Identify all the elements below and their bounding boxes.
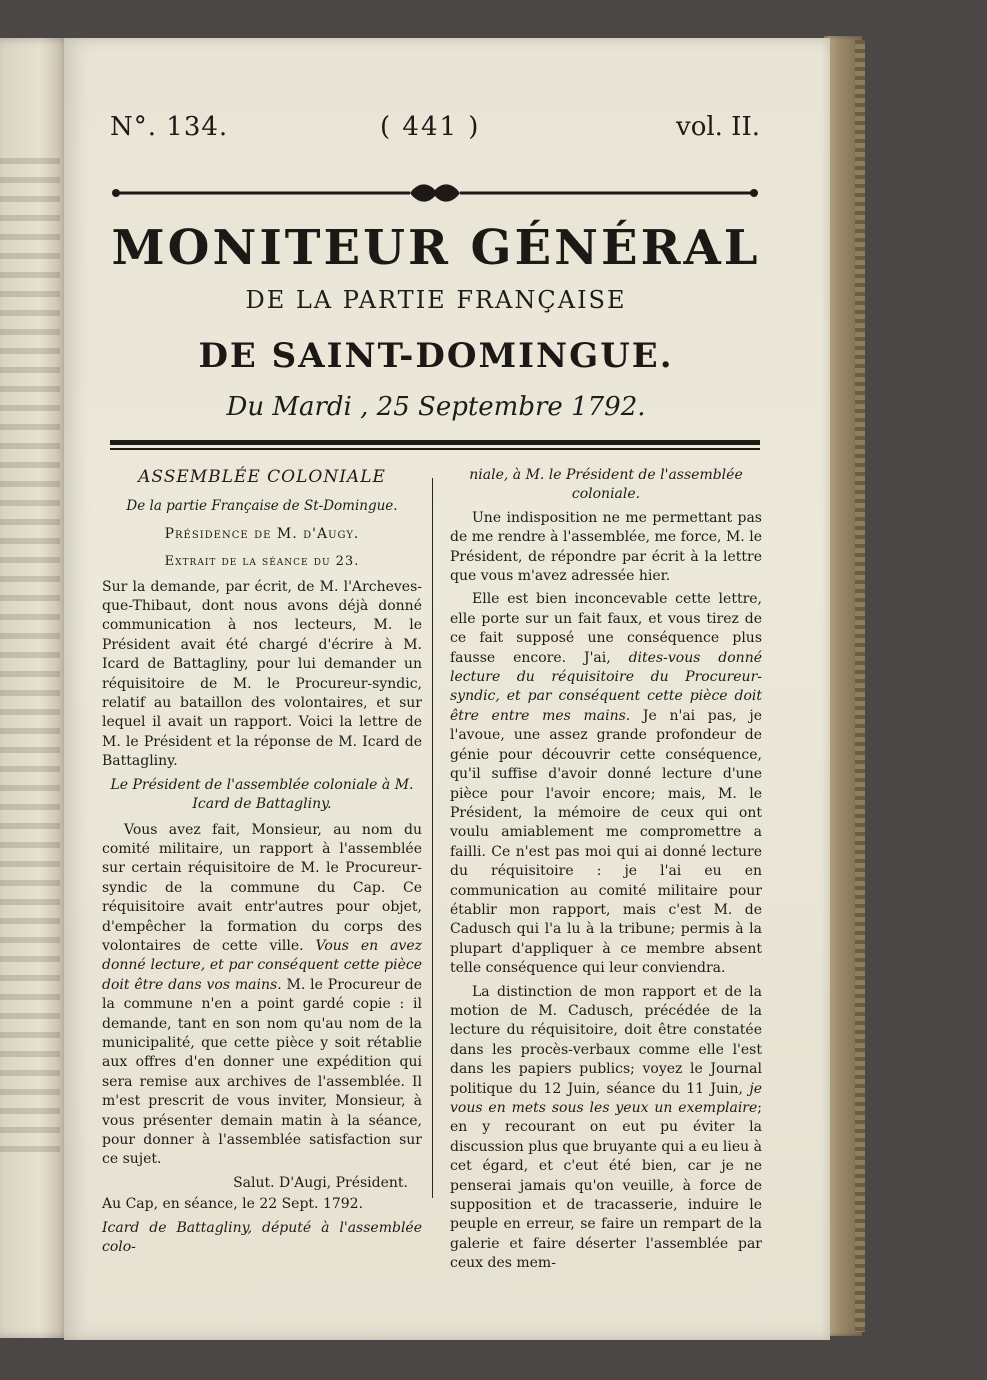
reply-2-text-a: Elle est bien inconcevable cette lettre, elle porte sur un fait faux, et vous tirez de ce fait supposé une conséquence plus fausse encore. J'ai, <box>450 591 762 666</box>
right-column <box>450 466 762 1278</box>
letter-text-b: M. le Procureur de la commune n'en a point gardé copie : il demande, tant en son nom qu'au nom de la municipalité, que cette pièce y soit rétablie aux offres d'en donner une expédition qui sera remise aux archives de l'assemblée. Il m'est prescrit de vous inviter, Monsieur, à vous présenter demain matin à la séance, pour donner à l'assemblée satisfaction sur ce sujet. <box>102 976 422 1168</box>
reply-heading: Icard de Battagliny, député à l'assemblée colo- <box>102 1219 422 1256</box>
letter-text-a: Vous avez fait, Monsieur, au nom du comité militaire, un rapport à l'assemblée sur certain réquisitoire de M. le Procureur-syndic de la commune du Cap. Ce réquisitoire avait entr'autres pour objet, d'empêcher la formation du corps des volontaires de cette ville. <box>102 821 422 954</box>
masthead-place: DE SAINT-DOMINGUE. <box>198 336 674 376</box>
reply-3-text-a: La distinction de mon rapport et de la motion de M. Cadusch, précédée de la lecture du réquisitoire, doit être constatée dans les procès-verbaux comme elle l'est dans les papiers publics; voyez le Journal politique du 12 Juin, séance du 11 Juin, <box>450 983 762 1097</box>
letter-heading: Le Président de l'assemblée coloniale à M. Icard de Battagliny. <box>110 776 414 813</box>
reply-paragraph-3 <box>450 983 762 1274</box>
marbled-edge <box>855 40 865 1332</box>
letter-signature: Salut. D'Augi, Président. <box>233 1174 408 1191</box>
reply-2-italic: dites-vous donné lecture du réquisitoire du Procureur-syndic, et par conséquent cette pièce doit être entre mes mains. <box>450 649 762 724</box>
facing-page-edge <box>0 38 72 1338</box>
intro-paragraph: Sur la demande, par écrit, de M. l'Archeves-que-Thibaut, dont nous avons déjà donné communication à nos lecteurs, M. le Président avait été chargé d'écrire à M. Icard de Battagliny, pour lui demander un réquisitoire de M. le Procureur-syndic, relatif au bataillon des volontaires, et sur lequel il avait un rapport. Voici la lettre de M. le Président et la réponse de M. Icard de Battagliny. <box>102 578 422 770</box>
masthead-rule-thick <box>110 440 760 445</box>
section-title: ASSEMBLÉE COLONIALE <box>138 467 386 487</box>
letter-text-italic: Vous en avez donné lecture, et par conséquent cette pièce doit être dans vos mains. <box>102 937 423 993</box>
running-header <box>110 112 760 152</box>
issue-date: Du Mardi , 25 Septembre 1792. <box>226 392 646 422</box>
reply-3-italic: je vous en mets sous les yeux un exemplaire <box>450 1080 762 1116</box>
masthead-subtitle: DE LA PARTIE FRANÇAISE <box>245 286 627 314</box>
letter-place-date: Au Cap, en séance, le 22 Sept. 1792. <box>102 1196 364 1213</box>
facing-page-text-bleed <box>0 158 60 1158</box>
presidence-line: Présidence de M. d'Augy. <box>164 525 360 542</box>
reply-paragraph-2 <box>450 590 762 978</box>
ornamental-rule <box>110 180 760 206</box>
volume-label: vol. II. <box>676 112 760 142</box>
issue-number: N°. 134. <box>110 112 229 142</box>
letter-paragraph <box>102 821 422 1170</box>
reply-3-text-b: ; en y recourant on eut pu éviter la discussion plus que bruyante qui a eu lieu à cet égard, et c'eut été bien, car je ne penserai jamais qu'on veuille, à force de supposition et de tracasserie, induire le peuple en erreur, se faire un rempart de la galerie et faire déserter l'assemblée par ceux des mem- <box>450 1100 762 1272</box>
left-column <box>102 466 422 1261</box>
reply-2-text-b: Je n'ai pas, je l'avoue, une assez grande profondeur de génie pour découvrir cette conséquence, qu'il suffise d'avoir donné lecture d'une pièce pour l'avoir encore; mais, M. le Président, la mémoire de ceux qui ont voulu amiablement me compromettre a failli. Ce n'est pas moi qui ai donné lecture du réquisitoire : je l'ai eu en communication au comité militaire pour établir mon rapport, mais c'est M. de Cadusch qui l'a lu à la tribune; permis à la plupart d'appliquer à ce membre absent telle conséquence qui leur conviendra. <box>450 707 763 977</box>
reply-paragraph-1: Une indisposition ne me permettant pas de me rendre à l'assemblée, me force, M. le Président, de répondre par écrit à la lettre que vous m'avez adressée hier. <box>450 509 762 585</box>
masthead-rule-thin <box>110 448 760 450</box>
page-number: ( 441 ) <box>380 112 481 142</box>
column-divider <box>432 478 433 1198</box>
reply-heading-continued: niale, à M. le Président de l'assemblée coloniale. <box>469 467 743 503</box>
section-subtitle: De la partie Française de St-Domingue. <box>126 498 398 515</box>
extrait-line: Extrait de la séance du 23. <box>164 554 360 570</box>
masthead-title: MONITEUR GÉNÉRAL <box>111 220 761 276</box>
